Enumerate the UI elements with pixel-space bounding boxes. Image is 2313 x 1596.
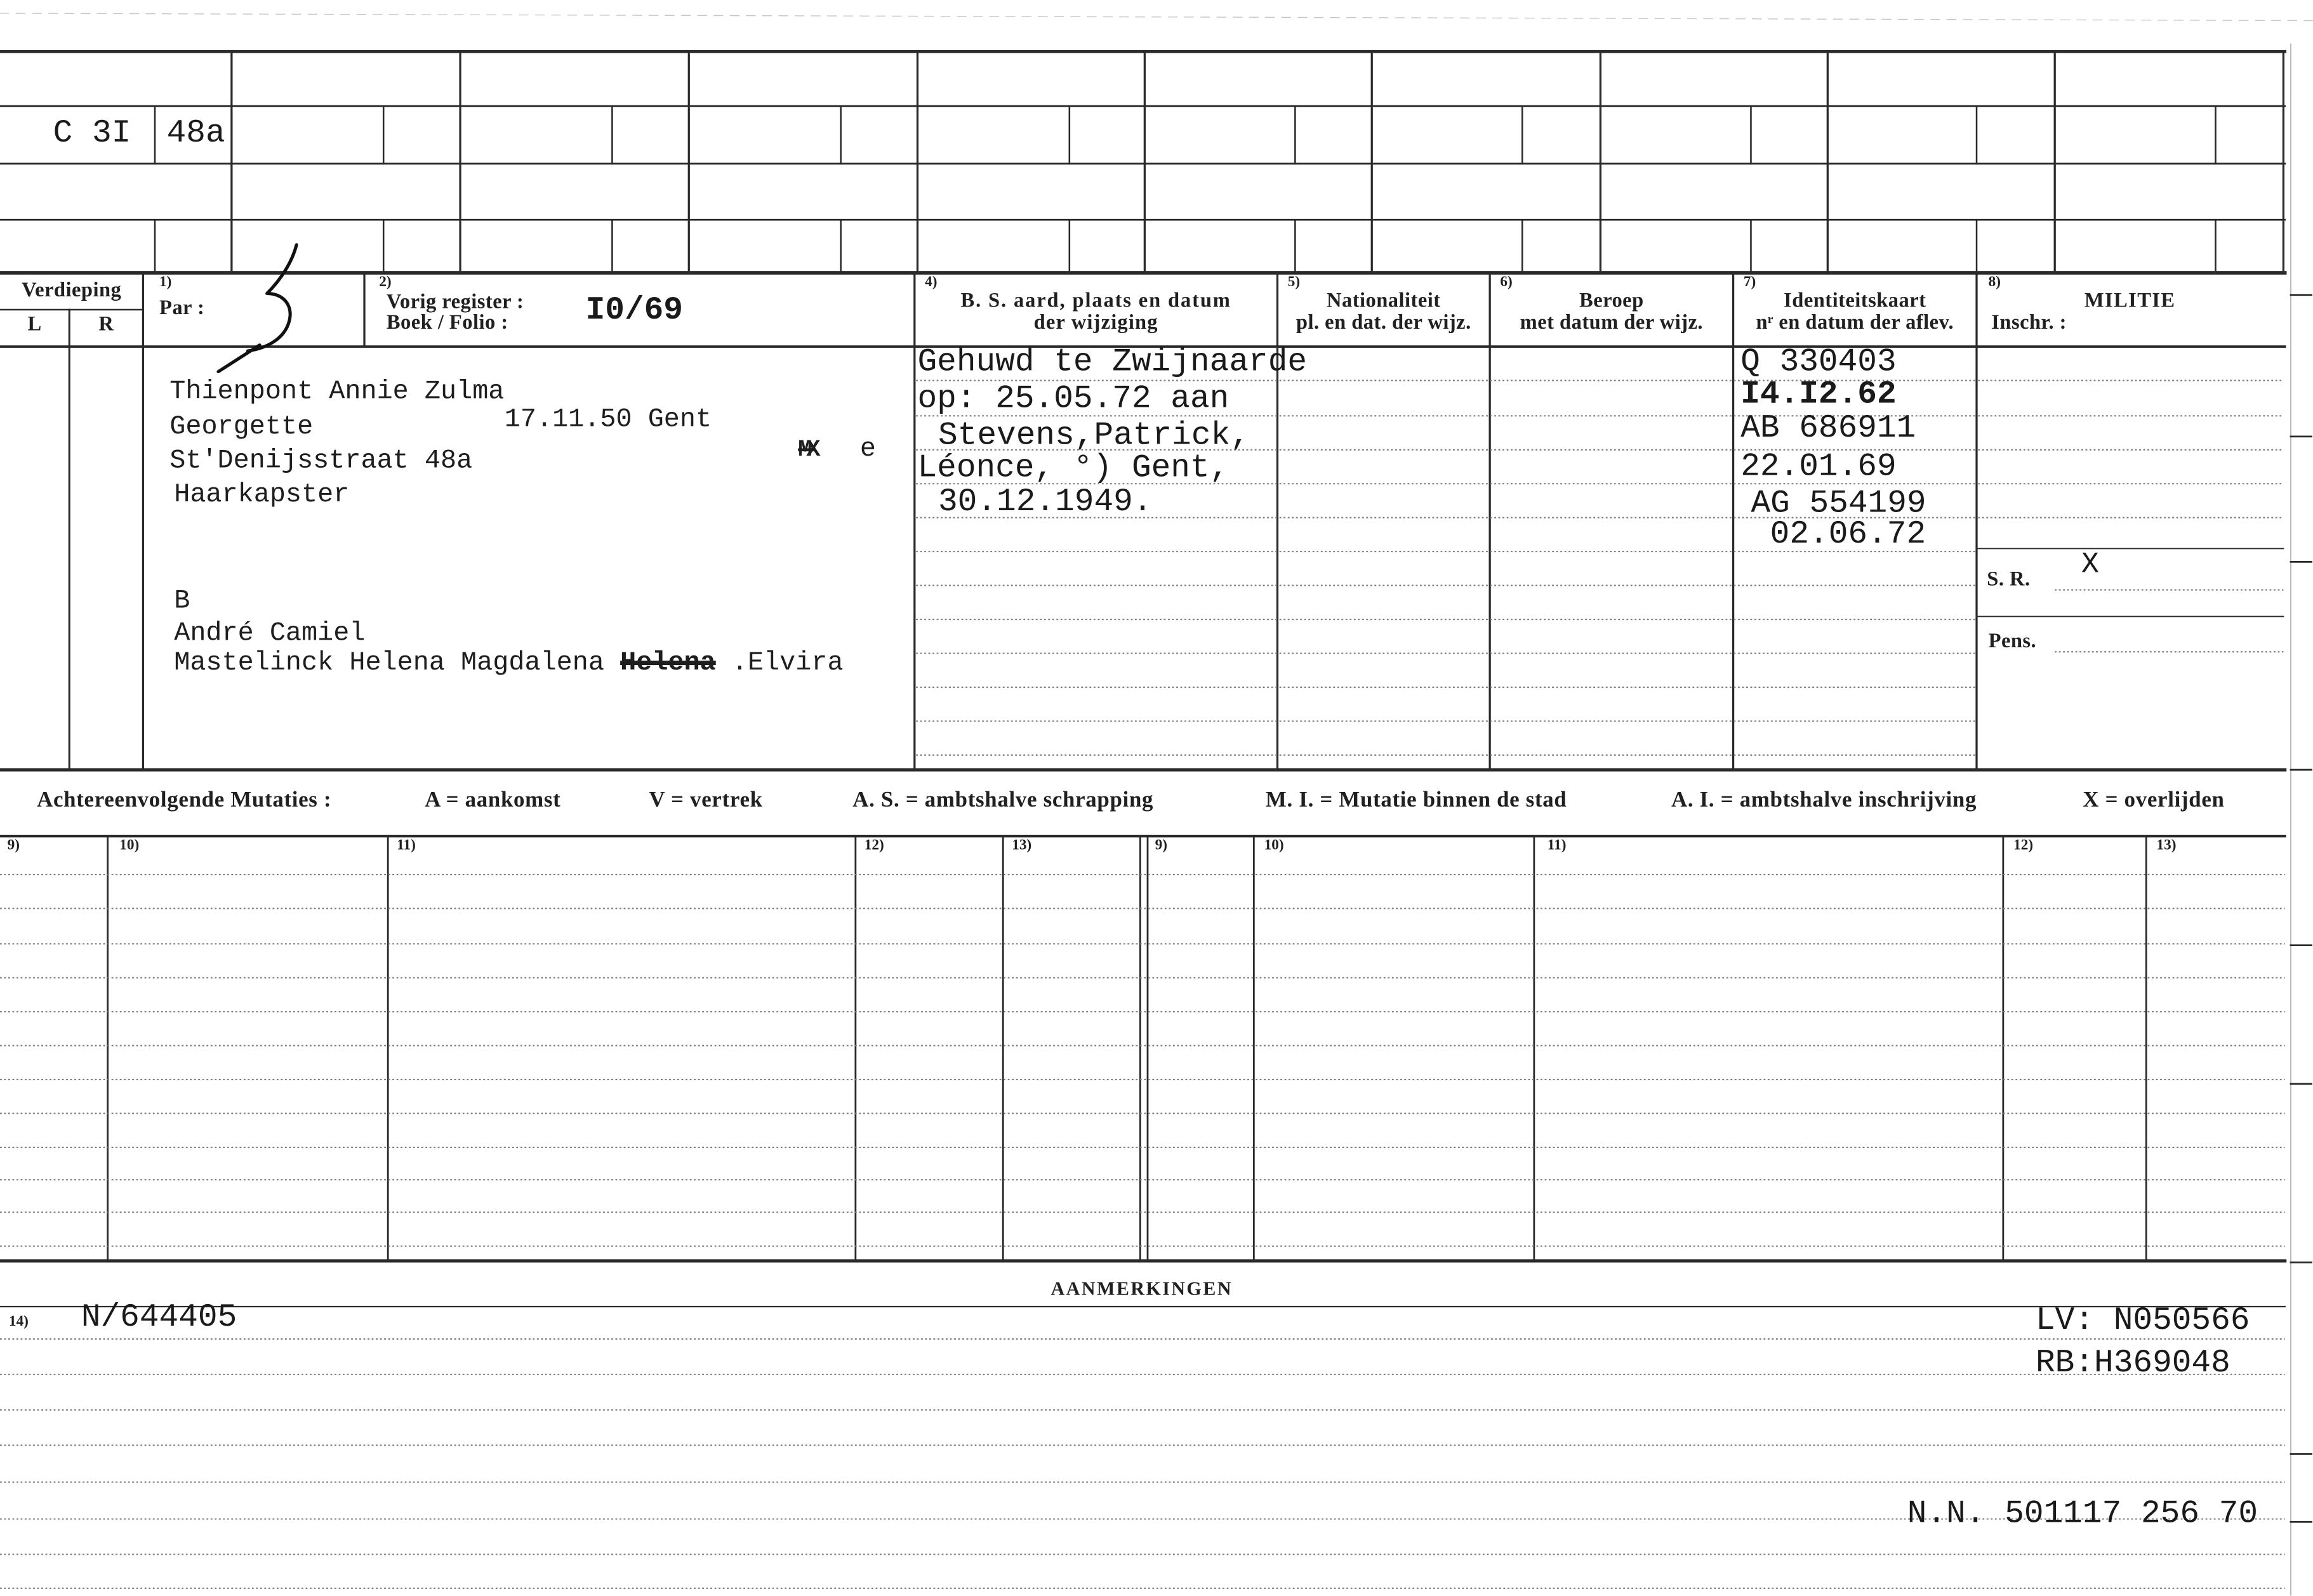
header-beroep-line1: Beroep bbox=[1579, 290, 1644, 313]
header-bs-line2: der wijziging bbox=[1033, 312, 1158, 335]
struck-mark: MX bbox=[798, 436, 815, 463]
vorig-register-value: I0/69 bbox=[585, 292, 684, 329]
header-par-label: Par : bbox=[159, 298, 205, 320]
national-number: N.N. 501117 256 70 bbox=[1907, 1495, 2258, 1533]
mutation-code: X = overlijden bbox=[2083, 789, 2225, 813]
bs-entry: Gehuwd te Zwijnaarde bbox=[917, 343, 1308, 381]
person-birth: 17.11.50 Gent bbox=[504, 406, 712, 435]
mutation-code: A. I. = ambtshalve inschrijving bbox=[1671, 789, 1977, 813]
mutations-label: Achtereenvolgende Mutaties : bbox=[37, 789, 332, 813]
header-vorig-number: 2) bbox=[379, 274, 392, 291]
bs-entry: Léonce, °) Gent, bbox=[917, 449, 1229, 487]
id-entry: Q 330403 bbox=[1740, 343, 1897, 381]
mutation-column-number: 11) bbox=[1547, 837, 1567, 854]
id-entry: AG 554199 bbox=[1751, 485, 1926, 522]
mother-name-struck: Helena bbox=[620, 649, 716, 678]
header-beroep-line2: met datum der wijz. bbox=[1520, 312, 1704, 335]
mutation-column-number: 13) bbox=[1012, 837, 1032, 854]
header-verdieping-right: R bbox=[98, 313, 114, 336]
header-bs-line1: B. S. aard, plaats en datum bbox=[960, 290, 1231, 313]
id-entry: I4.I2.62 bbox=[1740, 376, 1897, 413]
header-par-number: 1) bbox=[159, 274, 172, 291]
header-identiteitskaart-line2: nʳ en datum der aflev. bbox=[1756, 312, 1954, 335]
header-beroep-number: 6) bbox=[1500, 274, 1513, 291]
header-militie-title: MILITIE bbox=[2084, 290, 2176, 313]
mutation-code: A. S. = ambtshalve schrapping bbox=[852, 789, 1154, 813]
remarks-reference: N/644405 bbox=[81, 1299, 237, 1336]
remarks-rb-number: RB:H369048 bbox=[2035, 1345, 2230, 1382]
person-name-continued: Georgette bbox=[169, 412, 314, 443]
mother-name bbox=[174, 650, 843, 677]
person-occupation: Haarkapster bbox=[174, 480, 350, 511]
mother-name-end: .Elvira bbox=[731, 649, 844, 678]
mutation-code: A = aankomst bbox=[425, 789, 561, 813]
militie-sr-value: X bbox=[2081, 548, 2099, 583]
militie-pens-label: Pens. bbox=[1988, 631, 2037, 654]
header-militie-inschr: Inschr. : bbox=[1991, 312, 2067, 335]
mutation-column-number: 10) bbox=[119, 837, 140, 854]
mutation-column-number: 12) bbox=[2013, 837, 2034, 854]
father-name: André Camiel bbox=[174, 619, 366, 649]
mutation-column-number: 9) bbox=[7, 837, 20, 854]
header-verdieping: Verdieping bbox=[22, 280, 122, 303]
register-code: C 3I bbox=[53, 115, 131, 152]
bs-entry: op: 25.05.72 aan bbox=[917, 380, 1229, 418]
bs-entry: 30.12.1949. bbox=[938, 484, 1153, 521]
header-militie-number: 8) bbox=[1988, 274, 2001, 291]
header-vorig-register: Vorig register : bbox=[386, 292, 524, 314]
header-verdieping-left: L bbox=[27, 313, 42, 336]
person-name: Thienpont Annie Zulma bbox=[169, 377, 505, 407]
mutation-column-number: 10) bbox=[1264, 837, 1284, 854]
id-entry: AB 686911 bbox=[1740, 410, 1916, 447]
parents-marker: B bbox=[174, 586, 190, 617]
header-nationaliteit-number: 5) bbox=[1287, 274, 1301, 291]
person-address: St'Denijsstraat 48a bbox=[169, 447, 473, 477]
remarks-title: AANMERKINGEN bbox=[1050, 1277, 1233, 1300]
id-entry: 22.01.69 bbox=[1740, 448, 1897, 485]
id-entry: 02.06.72 bbox=[1770, 516, 1926, 553]
mutation-column-number: 9) bbox=[1155, 837, 1168, 854]
header-boek-folio: Boek / Folio : bbox=[386, 312, 508, 335]
header-bs-number: 4) bbox=[925, 274, 938, 291]
mutation-column-number: 13) bbox=[2156, 837, 2177, 854]
mutation-column-number: 12) bbox=[864, 837, 884, 854]
header-identiteitskaart-number: 7) bbox=[1743, 274, 1756, 291]
mother-name-start: Mastelinck Helena Magdalena bbox=[174, 649, 605, 678]
house-number: 48a bbox=[166, 115, 225, 152]
handwritten-stroke bbox=[218, 245, 296, 372]
remarks-number: 14) bbox=[8, 1314, 29, 1331]
civil-status-mark: e bbox=[859, 435, 876, 465]
bs-entry: Stevens,Patrick, bbox=[938, 417, 1250, 454]
remarks-lv-number: LV: N050566 bbox=[2035, 1302, 2250, 1340]
header-identiteitskaart-line1: Identiteitskaart bbox=[1784, 290, 1926, 313]
header-nationaliteit-line2: pl. en dat. der wijz. bbox=[1296, 312, 1471, 335]
mutation-column-number: 11) bbox=[397, 837, 416, 854]
mutation-code: M. I. = Mutatie binnen de stad bbox=[1265, 789, 1567, 813]
militie-sr-label: S. R. bbox=[1987, 569, 2031, 591]
header-nationaliteit-line1: Nationaliteit bbox=[1327, 290, 1441, 313]
mutation-code: V = vertrek bbox=[649, 789, 763, 813]
